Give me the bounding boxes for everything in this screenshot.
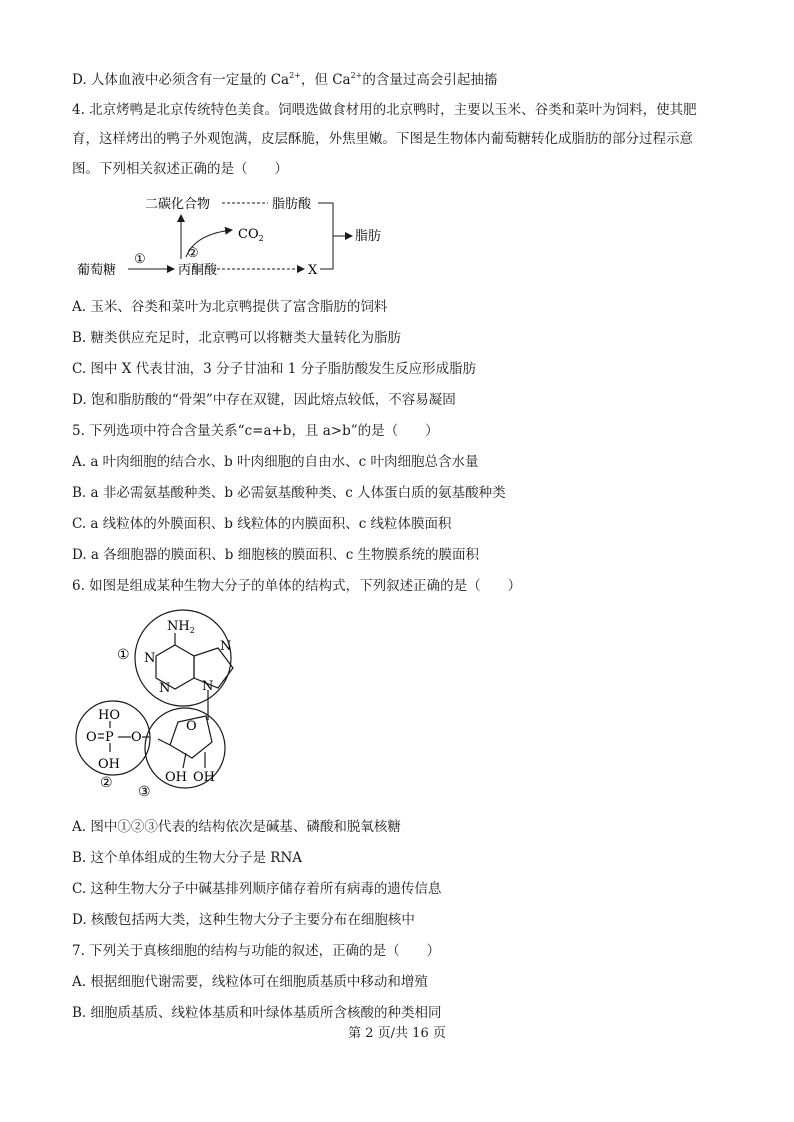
phosphate-circle xyxy=(76,701,150,775)
ring-o: O xyxy=(186,719,197,734)
sugar-circle xyxy=(145,708,225,788)
q6-option-a: A. 图中①②③代表的结构依次是碱基、磷酸和脱氧核糖 xyxy=(72,819,401,835)
q6-option-d: D. 核酸包括两大类，这种生物大分子主要分布在细胞核中 xyxy=(72,912,415,928)
two-carbon-compound-label: 二碳化合物 xyxy=(145,197,211,212)
q5-option-a: A. a 叶肉细胞的结合水、b 叶肉细胞的自由水、c 叶肉细胞总含水量 xyxy=(72,454,479,470)
fatty-acid-label: 脂肪酸 xyxy=(272,197,312,212)
q7-stem: 7. 下列关于真核细胞的结构与功能的叙述，正确的是（ ） xyxy=(72,943,441,959)
q7-option-b: B. 细胞质基质、线粒体基质和叶绿体基质所含核酸的种类相同 xyxy=(72,1005,442,1021)
double-bond-o: O xyxy=(86,730,97,745)
q5-option-c: C. a 线粒体的外膜面积、b 线粒体的内膜面积、c 线粒体膜面积 xyxy=(72,516,452,532)
fat-label: 脂肪 xyxy=(355,229,382,244)
n-atom-3: N xyxy=(220,639,232,654)
n-atom-1: N xyxy=(144,651,156,666)
q4-option-c: C. 图中 X 代表甘油，3 分子甘油和 1 分子脂肪酸发生反应形成脂肪 xyxy=(72,361,477,377)
q5-stem: 5. 下列选项中符合含量关系“c=a+b，且 a>b”的是（ ） xyxy=(72,423,439,439)
oh-3prime: OH xyxy=(193,770,215,785)
nh2-label: $NH_2$ xyxy=(167,619,195,635)
oh-2prime: OH xyxy=(165,770,187,785)
n-atom-4: N xyxy=(202,679,214,694)
q7-option-a: A. 根据细胞代谢需要，线粒体可在细胞质基质中移动和增殖 xyxy=(72,974,428,990)
q5-option-b: B. a 非必需氨基酸种类、b 必需氨基酸种类、c 人体蛋白质的氨基酸种类 xyxy=(72,485,506,501)
q5-option-d: D. a 各细胞器的膜面积、b 细胞核的膜面积、c 生物膜系统的膜面积 xyxy=(72,547,480,563)
step2-label: ② xyxy=(187,246,199,261)
x-label: X xyxy=(308,263,318,278)
n-atom-2: N xyxy=(159,681,171,696)
base-circle xyxy=(135,610,231,706)
bridge-o: O xyxy=(131,730,142,745)
ho-label: HO xyxy=(98,708,120,723)
q4-option-a: A. 玉米、谷类和菜叶为北京鸭提供了富含脂肪的饲料 xyxy=(72,299,388,315)
label-circle-1: ① xyxy=(117,647,130,663)
pyruvate-label: 丙酮酸 xyxy=(178,263,218,278)
q6-stem: 6. 如图是组成某种生物大分子的单体的结构式，下列叙述正确的是（ ） xyxy=(72,578,522,594)
ribose-ring xyxy=(170,716,212,758)
q4-stem-line3: 图。下列相关叙述正确的是（ ） xyxy=(72,161,288,177)
glucose-label: 葡萄糖 xyxy=(77,263,117,278)
adenine-six-ring xyxy=(156,645,194,689)
q6-option-b: B. 这个单体组成的生物大分子是 RNA xyxy=(72,850,303,866)
step1-label: ① xyxy=(134,252,146,267)
q4-stem-line2: 育，这样烤出的鸭子外观饱满，皮层酥脆，外焦里嫩。下图是生物体内葡萄糖转化成脂肪的部分过程示意 xyxy=(72,131,693,147)
label-circle-2: ② xyxy=(100,775,113,791)
page-footer: 第 2 页/共 16 页 xyxy=(348,1026,446,1041)
co2-label: $CO_2$ xyxy=(238,227,264,243)
p-atom: P xyxy=(105,730,114,745)
oh-phosphate: OH xyxy=(98,757,120,772)
label-circle-3: ③ xyxy=(138,784,151,800)
q3-option-d: D. 人体血液中必须含有一定量的 $Ca^{2+}$，但 $Ca^{2+}$的含量过高会引起抽搐 xyxy=(72,71,498,88)
diagram1-labels xyxy=(77,196,381,278)
q4-option-d: D. 饱和脂肪酸的“骨架”中存在双键，因此熔点较低，不容易凝固 xyxy=(72,392,456,408)
q4-option-b: B. 糖类供应充足时，北京鸭可以将糖类大量转化为脂肪 xyxy=(72,330,402,346)
q4-stem-line1: 4. 北京烤鸭是北京传统特色美食。饲喂选做食材用的北京鸭时，主要以玉米、谷类和菜叶为饲料，使其肥 xyxy=(72,102,697,118)
q6-option-c: C. 这种生物大分子中碱基排列顺序储存着所有病毒的遗传信息 xyxy=(72,881,442,897)
adenine-five-ring xyxy=(194,648,233,688)
diagram1-arrows xyxy=(128,203,352,269)
